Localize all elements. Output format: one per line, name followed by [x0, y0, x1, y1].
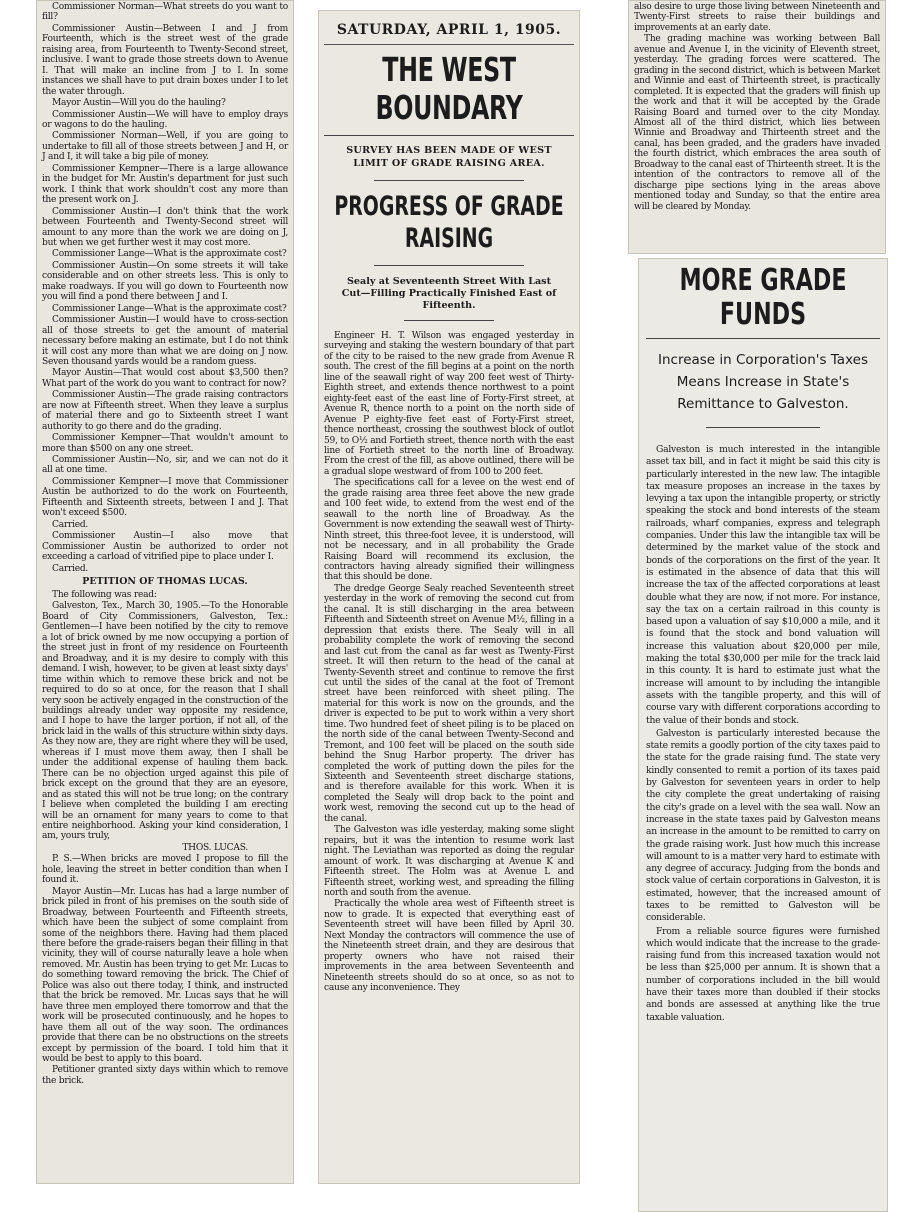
clipping-council-minutes	[36, 0, 294, 1184]
paragraph: Commissioner Austin—Between I and J from Fourteenth, which is the street west of the grade raising area, from Fourteenth to Twenty-Second street, inclusive. I want to grade those streets down to Avenue I. That will make an incline from J to I. In some instances we shall have to put drain boxes under I to let the water through.	[42, 23, 288, 97]
paragraph: From a reliable source figures were furnished which would indicate that the increase to the grade-raising fund from this increased taxation would not be less than $25,000 per annum. It is shown that a number of corporations included in the bill would have their taxes more than doubled if their stocks and bonds are assessed at anything like the true taxable valuation.	[646, 925, 880, 1023]
paragraph: The grading machine was working between Ball avenue and Avenue I, in the vicinity of Eleventh street, yesterday. The grading forces were scattered. The grading in the second district, which is between Market and Winnie and east of Thirteenth street, is practically completed. It is expected that the graders will finish up the work and that it will be accepted by the Grade Raising Board and turned over to the city Monday. Almost all of the third district, which lies between Winnie and Broadway and Thirteenth street and the canal, has been graded, and the graders have invaded the fourth district, which embraces the area south of Broadway to the canal east of Thirteenth street. It is the intention of the contractors to remove all of the discharge pipe sections lying in the areas above mentioned today and Sunday, so that the entire area will be cleared by Monday.	[634, 34, 880, 212]
paragraph: The specifications call for a levee on the west end of the grade raising area three feet above the new grade and 100 feet wide, to extend from the west end of the seawall to the north line of Broadway. As the Government is now extending the seawall west of Thirty-Ninth street, this three-foot levee, it is understood, will not be necessary, and in all probability the Grade Raising Board will recommend its exclusion, the contractors having already signified their willingness that this should be done.	[324, 478, 574, 583]
paragraph: The Galveston was idle yesterday, making some slight repairs, but it was the intention to resume work last night. The Leviathan was reported as doing the regular amount of work. It was discharging at Avenue K and Fifteenth street. The Holm was at Avenue L and Fifteenth street, working west, and spreading the filling north and south from the avenue.	[324, 825, 574, 899]
headline-west-boundary: THE WEST BOUNDARY	[375, 50, 523, 127]
divider	[706, 427, 820, 428]
clipping-more-grade-funds	[638, 258, 888, 1212]
clipping-west-boundary	[318, 10, 580, 1184]
paragraph: Commissioner Norman—Well, if you are going to undertake to fill all of those streets between J and H, or J and I, it will take a big pile of money.	[42, 131, 288, 163]
headline-progress: PROGRESS OF GRADE RAISING	[334, 191, 564, 254]
petition-letter: Galveston, Tex., March 30, 1905.—To the Honorable Board of City Commissioners, Galveston, Tex.: Gentlemen—I have been notified by the city to remove a lot of brick owned by me now occupying a portion of the street just in front of my residence on Fourteenth and Broadway, and it is my desire to comply with this demand. I wish, however, to be given at least sixty days' time within which to remove these brick and not be required to do so at once, for the reason that I shall very soon be actively engaged in the construction of the buildings already under way opposite my residence, and I hope to have the larger portion, if not all, of the brick laid in the walls of this structure within sixty days. As they now are, they are right where they will be used, whereas if I must move them away, then I shall be under the additional expense of hauling them back. There can be no objection urged against this pile of brick except on the ground that they are an eyesore, and as stated this will not be true long; on the contrary I believe when completed the building I am erecting will be an ornament for many years to come to that entire neighborhood. Asking your kind consideration, I am, yours truly,	[42, 601, 288, 842]
paragraph: Galveston is much interested in the intangible asset tax bill, and in fact it might be said this city is particularly interested in the new law. The intagible tax measure proposes an increase in the taxes by levying a tax upon the intangible property, or strictly speaking the stock and bond interests of the steam railroads, wharf companies, express and telegraph companies. Under this law the intangible tax will be determined by the market value of the stock and bonds of the corporations on the first of the year. It is estimated in the absence of data that this will increase the tax of the affected corporations at least double what they are now, if not more. For instance, say the tax on a certain railroad in this county is based upon a valuation of say $10,000 a mile, and it is found that the stock and bond valuation will increase this valuation about $20,000 per mile, making the total $30,000 per mile for the track laid in this county. It is hard to estimate just what the increase will amount to by including the intangible assets with the tangible property, and this will of course vary with different corporations according to the value of their bonds and stock.	[646, 444, 880, 726]
paragraph: Commissioner Austin—We will have to employ drays or wagons to do the hauling.	[42, 109, 288, 130]
paragraph: Carried.	[52, 519, 89, 530]
deck-corporation-taxes: Increase in Corporation's Taxes Means Increase in State's Remittance to Galveston.	[657, 352, 868, 412]
headline-more-grade-funds: MORE GRADE FUNDS	[679, 263, 847, 332]
divider	[404, 320, 494, 321]
paragraph: Commissioner Austin—No, sir, and we can not do it all at one time.	[42, 455, 288, 476]
paragraph: Petitioner granted sixty days within which to remove the brick.	[42, 1065, 288, 1086]
paragraph: Commissioner Kempner—There is a large allowance in the budget for Mr. Austin's department for just such work. I think that work shouldn't cost any more than the present work on J.	[42, 163, 288, 206]
petition-signature: THOS. LUCAS.	[182, 842, 248, 853]
divider	[646, 338, 880, 339]
paragraph: P. S.—When bricks are moved I propose to fill the hole, leaving the street in better condition than when I found it.	[42, 854, 288, 886]
paragraph: Engineer H. T. Wilson was engaged yesterday in surveying and staking the western boundary of that part of the city to be raised to the new grade from Avenue R south. The crest of the fill begins at a point on the north line of the seawall right of way 200 feet west of Thirty-Eighth street, and extends thence northwest to a point eighty-feet east of the east line of Forty-First street, at Avenue R, thence north to a point on the north side of Avenue P eighty-five feet east of Forty-First street, thence northeast, crossing the southwest block of outlot 59, to O½ and Fortieth street, thence north with the east line of Fortieth street to the north line of Broadway. From the crest of the fill, as above outlined, there will be a gradual slope westward of from 100 to 200 feet.	[324, 331, 574, 477]
paragraph: Galveston is particularly interested because the state remits a goodly portion of the city taxes paid to the state for the grade raising fund. The state very kindly consented to remit a portion of its taxes paid by Galveston for seventeen years in order to help the city complete the great undertaking of raising the city's grade on a level with the sea wall. Now an increase in the state taxes paid by Galveston means an increase in the amount to be remitted to carry on the grade raising work. Just how much this increase will amount to is a matter very hard to estimate with any degree of accuracy. Judging from the bonds and stock value of certain corporations in Galveston, it is estimated, however, that the increased amount of taxes to be remitted to Galveston will be considerable.	[646, 727, 880, 924]
paragraph: Commissioner Kempner—I move that Commissioner Austin be authorized to do the work on Fourteenth, Fifteenth and Sixteenth streets, between I and J. That won't exceed $500.	[42, 476, 288, 519]
paragraph: Mayor Austin—Will you do the hauling?	[52, 98, 226, 109]
council-minutes-body	[42, 2, 288, 574]
paragraph: Practically the whole area west of Fifteenth street is now to grade. It is expected that everything east of Seventeenth street will have been filled by April 30. Next Monday the contractors will commence the use of the Nineteenth street drain, and they are desirous that property owners who have not raised their improvements in the area between Seventeenth and Nineteenth streets should do so at once, so as not to cause any inconvenience. They	[324, 899, 574, 994]
paragraph: Commissioner Austin—On some streets it will take considerable and on other streets less. This is only to make roadways. If you will go down to Fourteenth now you will find a pond there between J and I.	[42, 260, 288, 303]
paragraph: Commissioner Austin—I would have to cross-section all of those streets to get the amount of material necessary before making an estimate, but I do not think it will cost any more than what we are doing on J now. Seven thousand yards would be a random guess.	[42, 315, 288, 367]
paragraph: Commissioner Norman—What streets do you want to fill?	[42, 2, 288, 23]
deck-survey: SURVEY HAS BEEN MADE OF WEST LIMIT OF GRADE RAISING AREA.	[346, 145, 552, 169]
divider	[374, 180, 524, 181]
paragraph: Commissioner Lange—What is the approximate cost?	[52, 249, 287, 260]
paragraph: The following was read:	[52, 590, 157, 601]
paragraph: Commissioner Austin—The grade raising contractors are now at Fifteenth street. When they leave a surplus of material there and go to Sixteenth street I want authority to go there and do the grading.	[42, 390, 288, 432]
divider	[324, 135, 574, 136]
paragraph: Carried.	[52, 563, 89, 574]
paragraph: Mayor Austin—That would cost about $3,500 then? What part of the work do you want to contract for now?	[42, 368, 288, 389]
clipping-continuation	[628, 0, 886, 254]
paragraph: Commissioner Austin—I don't think that the work between Fourteenth and Twenty-Second street will amount to any more than the work we are doing on J, but when we get further west it may cost more.	[42, 206, 288, 248]
deck-sealy: Sealy at Seventeenth Street With Last Cut—Filling Practically Finished East of Fifteenth.	[341, 276, 557, 311]
paragraph: The dredge George Sealy reached Seventeenth street yesterday in the work of removing the second cut from the canal. It is still discharging in the area between Fifteenth and Sixteenth street on Avenue M½, filling in a depression that exists there. The Sealy will in all probability complete the work of removing the second and last cut from the canal as far west as Twenty-First street. It will then return to the head of the canal at Twenty-Seventh street and continue to remove the first cut until the sides of the canal at the foot of Tremont street have been reinforced with sheet piling. The material for this work is now on the grounds, and the driver is expected to be put to work within a very short time. Two hundred feet of sheet piling is to be placed on the north side of the canal between Twenty-Second and Tremont, and 100 feet will be placed on the south side behind the Snug Harbor property. The driver has completed the work of putting down the piles for the Sixteenth and Seventeenth street discharge stations, and is therefore available for this work. When it is completed the Sealy will drop back to the point and work west, removing the second cut up to the head of the canal.	[324, 583, 574, 824]
paragraph: Mayor Austin—Mr. Lucas has had a large number of brick piled in front of his premises on the south side of Broadway, between Fourteenth and Fifteenth streets, which have been the subject of some complaint from some of the neighbors there. Having had them placed there before the grade-raisers began their filling in that vicinity, they will of course naturally leave a hole when removed. Mr. Austin has been trying to get Mr. Lucas to do something toward removing the brick. The Chief of Police was also out there today, I think, and instructed that the brick be removed. Mr. Lucas says that he will have three men employed there tomorrow and that the work will be prosecuted continuously, and he hopes to have them all out of the way soon. The ordinances provide that there can be no obstructions on the streets except by permission of the board. I told him that it would be best to apply to this board.	[42, 886, 288, 1064]
paragraph: also desire to urge those living between Nineteenth and Twenty-First streets to raise their buildings and improvements at an early date.	[634, 2, 880, 33]
dateline: SATURDAY, APRIL 1, 1905.	[324, 14, 574, 45]
petition-subhead: PETITION OF THOMAS LUCAS.	[82, 576, 248, 588]
divider	[374, 265, 524, 266]
paragraph: Commissioner Lange—What is the approximate cost?	[52, 303, 287, 314]
paragraph: Commissioner Austin—I also move that Commissioner Austin be authorized to order not exceeding a carload of vitrified pipe to place under I.	[42, 531, 288, 563]
paragraph: Commissioner Kempner—That wouldn't amount to more than $500 on any one street.	[42, 433, 288, 454]
